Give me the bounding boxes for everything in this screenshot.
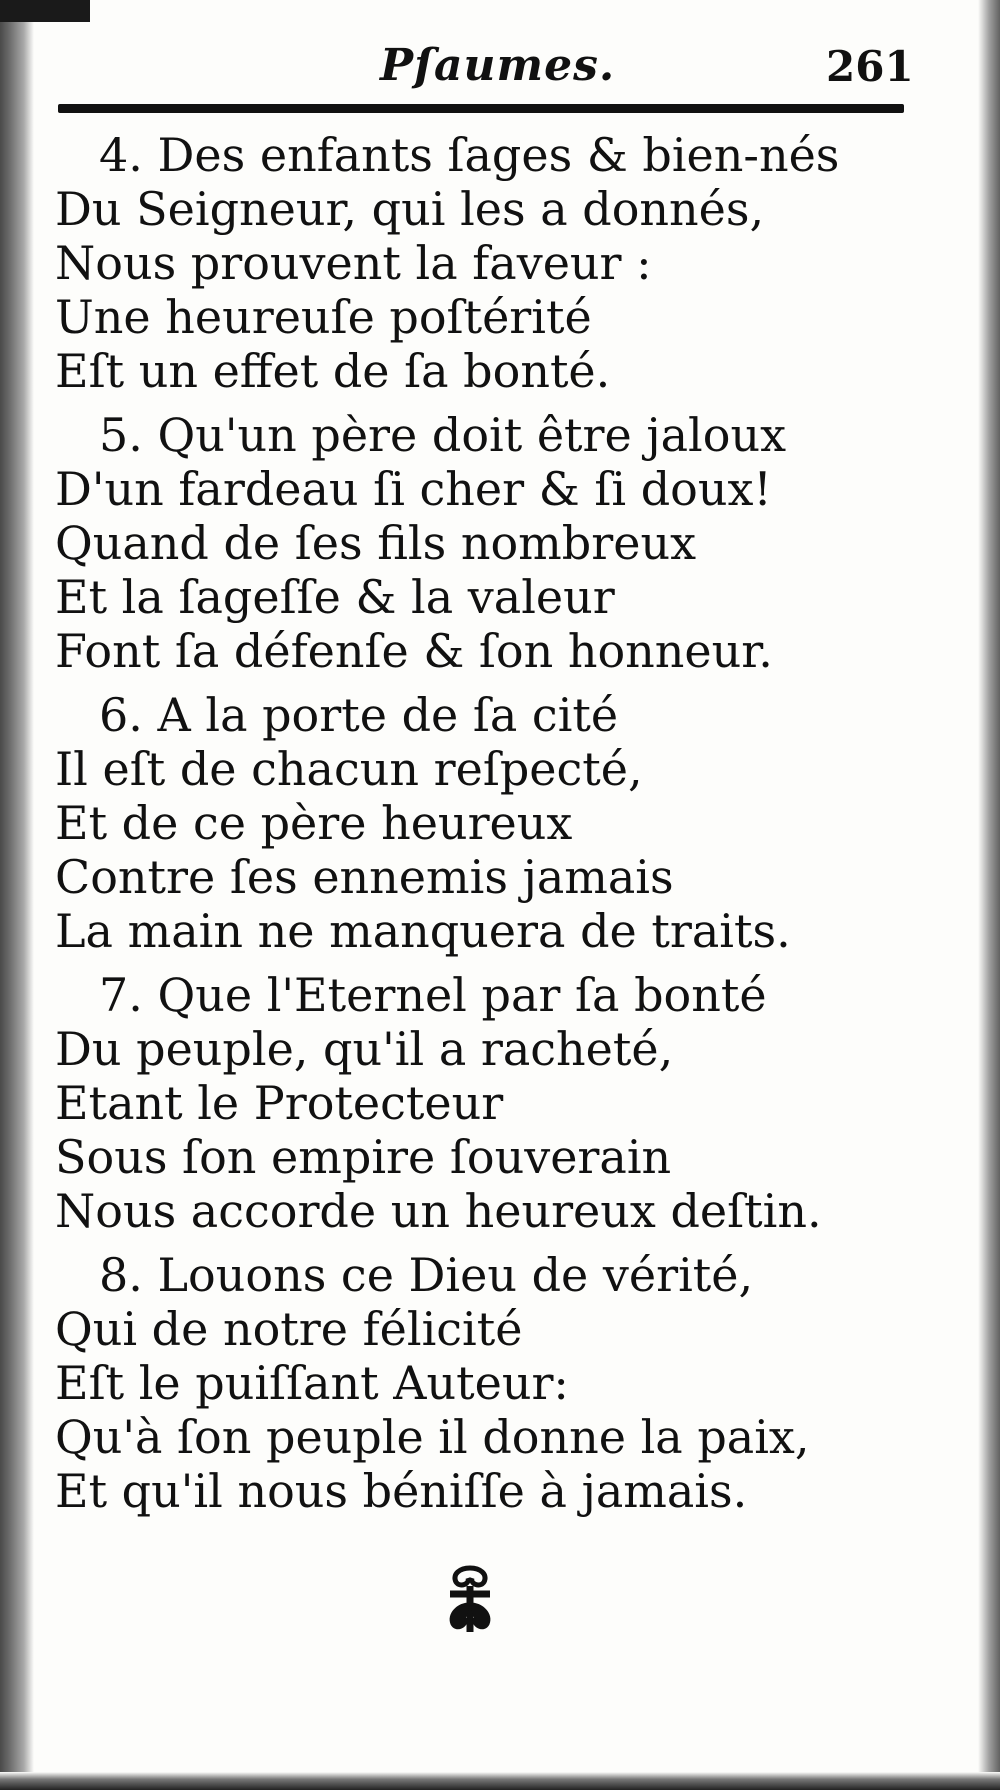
page-header xyxy=(0,22,1000,92)
fleuron-ornament-icon xyxy=(430,1560,510,1640)
verse-line: La main ne manquera de traits. xyxy=(55,904,791,958)
psalm-text xyxy=(55,128,935,1518)
page-number: 261 xyxy=(826,42,914,91)
stanza-8 xyxy=(55,1248,935,1518)
verse-line: Et la ſageſſe & la valeur xyxy=(55,570,615,624)
verse-line: Eſt un effet de ſa bonté. xyxy=(55,344,611,398)
verse-line: Et de ce père heureux xyxy=(55,796,573,850)
verse-line: Une heureuſe poſtérité xyxy=(55,290,592,344)
scan-edge-corner xyxy=(0,0,90,22)
verse-line: Du Seigneur, qui les a donnés, xyxy=(55,182,765,236)
verse-line: Il eſt de chacun reſpecté, xyxy=(55,742,643,796)
verse-line: Du peuple, qu'il a racheté, xyxy=(55,1022,674,1076)
verse-line: Et qu'il nous béniſſe à jamais. xyxy=(55,1464,748,1518)
stanza-4 xyxy=(55,128,935,398)
verse-line: D'un fardeau ſi cher & ſi doux! xyxy=(55,462,772,516)
stanza-6 xyxy=(55,688,935,958)
running-title: Pſaumes. xyxy=(380,40,616,91)
verse-line: Quand de ſes fils nombreux xyxy=(55,516,697,570)
verse-line: Font ſa défenſe & ſon honneur. xyxy=(55,624,773,678)
stanza-7 xyxy=(55,968,935,1238)
verse-line: 5. Qu'un père doit être jaloux xyxy=(99,408,787,462)
verse-line: Contre ſes ennemis jamais xyxy=(55,850,674,904)
verse-line: 6. A la porte de ſa cité xyxy=(99,688,619,742)
verse-line: Eſt le puiſſant Auteur: xyxy=(55,1356,569,1410)
header-rule xyxy=(58,104,904,113)
verse-line: 8. Louons ce Dieu de vérité, xyxy=(99,1248,754,1302)
stanza-5 xyxy=(55,408,935,678)
verse-line: Qui de notre félicité xyxy=(55,1302,523,1356)
verse-line: Qu'à ſon peuple il donne la paix, xyxy=(55,1410,810,1464)
verse-line: Nous accorde un heureux deſtin. xyxy=(55,1184,822,1238)
verse-line: 7. Que l'Eternel par ſa bonté xyxy=(99,968,767,1022)
verse-line: Nous prouvent la faveur : xyxy=(55,236,652,290)
scan-edge-bottom xyxy=(0,1772,1000,1790)
verse-line: 4. Des enfants ſages & bien-nés xyxy=(99,128,840,182)
verse-line: Etant le Protecteur xyxy=(55,1076,504,1130)
scan-edge-left xyxy=(0,0,34,1790)
scan-edge-right xyxy=(978,0,1000,1790)
verse-line: Sous ſon empire ſouverain xyxy=(55,1130,672,1184)
